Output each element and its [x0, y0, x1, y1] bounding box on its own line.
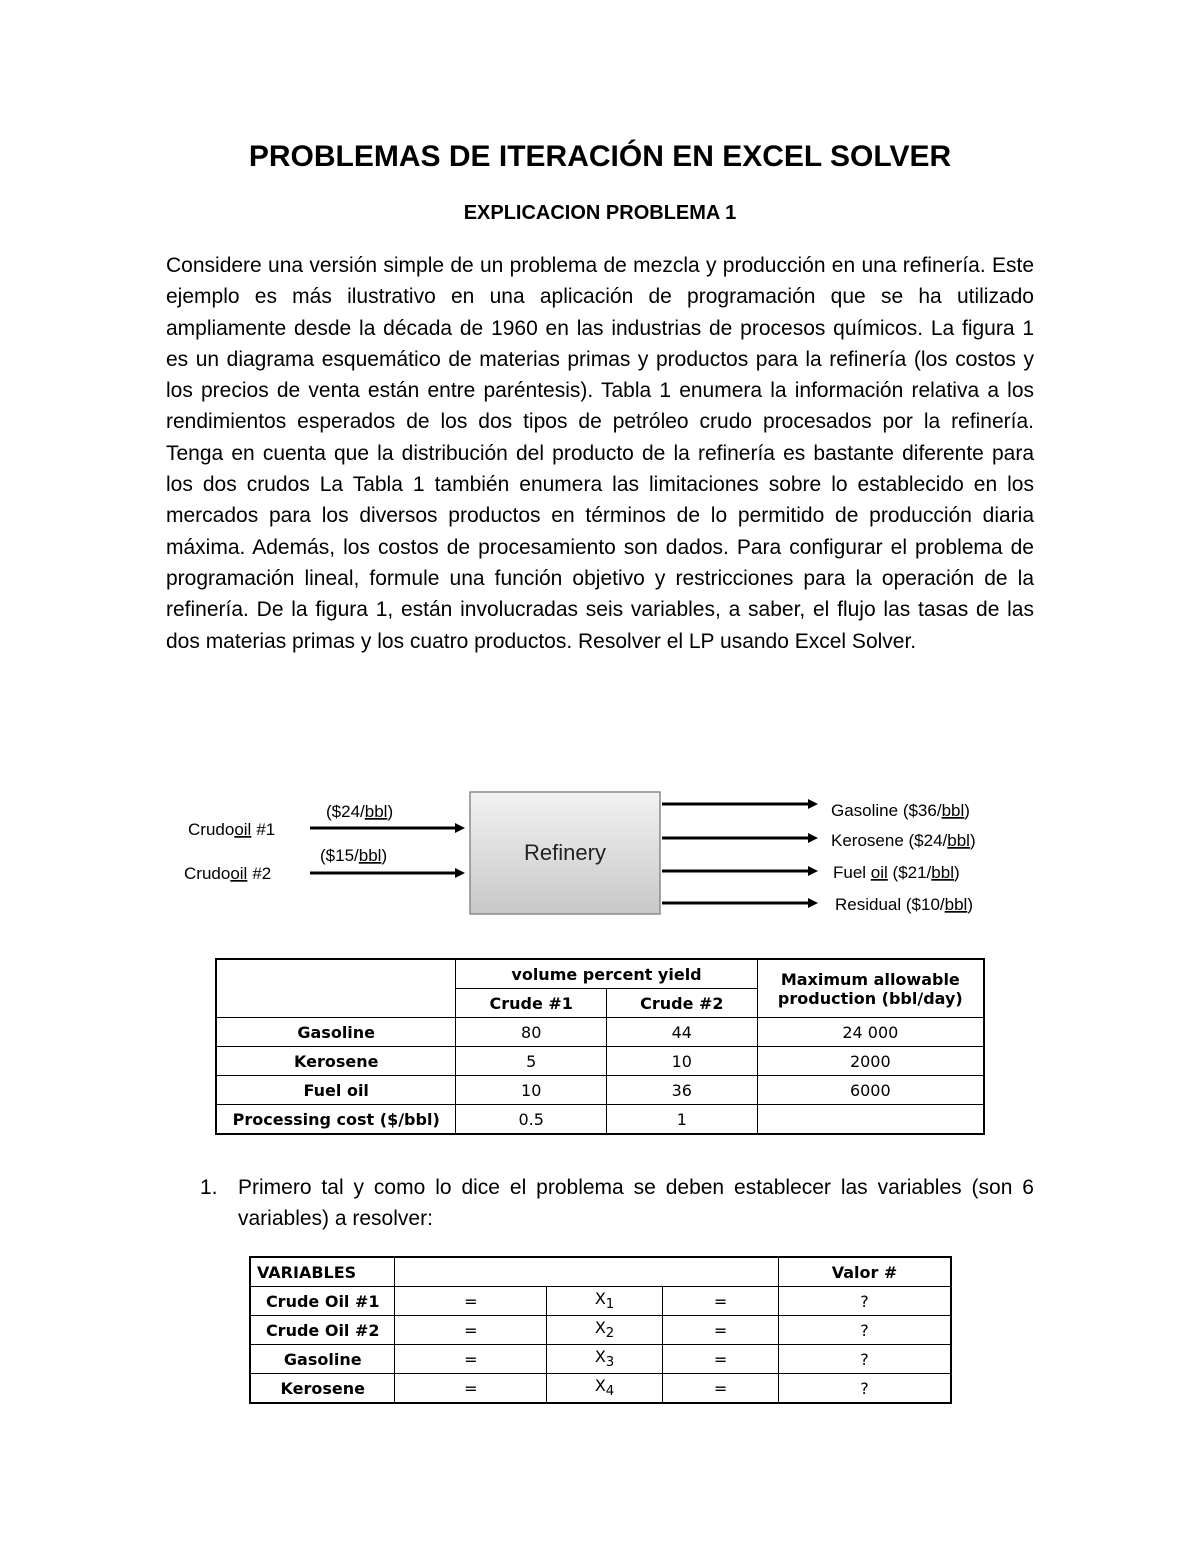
output-label-kerosene: Kerosene ($24/bbl): [831, 831, 976, 850]
document-subtitle: EXPLICACION PROBLEMA 1: [463, 202, 737, 224]
table-row: [250, 1257, 951, 1287]
output-label-gasoline: Gasoline ($36/bbl): [831, 801, 970, 820]
table-row: [250, 1374, 951, 1404]
table-row: [250, 1287, 951, 1316]
table-cell: [757, 1105, 984, 1135]
table-cell: 24 000: [757, 1018, 984, 1047]
output-label-residual: Residual ($10/bbl): [835, 895, 973, 914]
list-text: Primero tal y como lo dice el problema se deben establecer las variables (son 6 variables) a resolver:: [238, 1176, 1034, 1231]
variable-value: ?: [779, 1345, 951, 1374]
input-price-crude1: ($24/bbl): [326, 802, 394, 821]
table-cell: 6000: [757, 1076, 984, 1105]
document-title: PROBLEMAS DE ITERACIÓN EN EXCEL SOLVER: [248, 140, 952, 173]
table-cell: =: [395, 1374, 547, 1404]
list-number: 1.: [200, 1176, 218, 1199]
table-cell: =: [395, 1316, 547, 1345]
yield-table: [215, 958, 985, 1135]
refinery-diagram: [0, 780, 1200, 930]
table-cell: 44: [607, 1018, 758, 1047]
table-cell: 10: [607, 1047, 758, 1076]
refinery-label: Refinery: [524, 840, 606, 865]
variable-name: Crude Oil #1: [250, 1287, 395, 1316]
table-cell-empty: [395, 1257, 779, 1287]
variable-name: Kerosene: [250, 1374, 395, 1404]
variable-name: Crude Oil #2: [250, 1316, 395, 1345]
table-header-value: Valor #: [779, 1257, 951, 1287]
problem-paragraph: Considere una versión simple de un problema de mezcla y producción en una refinería. Este ejemplo es más ilustrativo en una aplicación de programación que se ha utilizado ampliamente desde la década de 1960 en las industrias de procesos químicos. La figura 1 es un diagrama esquemático de materias primas y productos para la refinería (los costos y los precios de venta están entre paréntesis). Tabla 1 enumera la información relativa a los rendimientos esperados de los dos tipos de petróleo crudo procesados por la refinería. Tenga en cuenta que la distribución del producto de la refinería es bastante diferente para los dos crudos La Tabla 1 también enumera las limitaciones sobre lo establecido en los mercados para los diversos productos en términos de lo permitido de producción diaria máxima. Además, los costos de procesamiento son dados. Para configurar el problema de programación lineal, formule una función objetivo y restricciones para la operación de la refinería. De la figura 1, están involucradas seis variables, a saber, el flujo las tasas de las dos materias primas y los cuatro productos. Resolver el LP usando Excel Solver.: [166, 254, 1034, 653]
table-cell: 5: [456, 1047, 607, 1076]
table-cell: =: [395, 1287, 547, 1316]
row-label: Kerosene: [216, 1047, 456, 1076]
table-header-crude1: Crude #1: [456, 989, 607, 1018]
table-row: [250, 1345, 951, 1374]
output-label-fueloil: Fuel oil ($21/bbl): [833, 863, 960, 882]
row-label: Processing cost ($/bbl): [216, 1105, 456, 1135]
table-cell: =: [663, 1287, 779, 1316]
table-cell: 2000: [757, 1047, 984, 1076]
table-row: [216, 1105, 984, 1135]
row-label: Gasoline: [216, 1018, 456, 1047]
table-cell: =: [663, 1345, 779, 1374]
table-cell: 10: [456, 1076, 607, 1105]
variable-symbol: $X_2$: [547, 1316, 663, 1345]
variable-value: ?: [779, 1316, 951, 1345]
variable-symbol: $X_1$: [547, 1287, 663, 1316]
table-row: [250, 1316, 951, 1345]
variable-symbol: $X_3$: [547, 1345, 663, 1374]
input-label-crude2: Crudooil #2: [184, 864, 272, 883]
table-cell: =: [663, 1316, 779, 1345]
variables-table: [249, 1256, 952, 1404]
table-cell-empty: [216, 959, 456, 1018]
input-price-crude2: ($15/bbl): [320, 846, 388, 865]
table-header-variables: VARIABLES: [250, 1257, 395, 1287]
table-header-yield: volume percent yield: [456, 959, 757, 989]
variable-value: ?: [779, 1287, 951, 1316]
list-item: [200, 1172, 1034, 1235]
table-header-crude2: Crude #2: [607, 989, 758, 1018]
table-cell: =: [663, 1374, 779, 1404]
table-cell: =: [395, 1345, 547, 1374]
variable-symbol: $X_4$: [547, 1374, 663, 1404]
variable-value: ?: [779, 1374, 951, 1404]
input-label-crude1: Crudooil #1: [188, 820, 276, 839]
table-cell: 36: [607, 1076, 758, 1105]
table-row: [216, 1018, 984, 1047]
table-row: [216, 1047, 984, 1076]
row-label: Fuel oil: [216, 1076, 456, 1105]
table-row: [216, 1076, 984, 1105]
table-cell: 80: [456, 1018, 607, 1047]
table-cell: 0.5: [456, 1105, 607, 1135]
table-cell: 1: [607, 1105, 758, 1135]
variable-name: Gasoline: [250, 1345, 395, 1374]
table-row: [216, 959, 984, 989]
table-header-max: Maximum allowable production (bbl/day): [757, 959, 984, 1018]
